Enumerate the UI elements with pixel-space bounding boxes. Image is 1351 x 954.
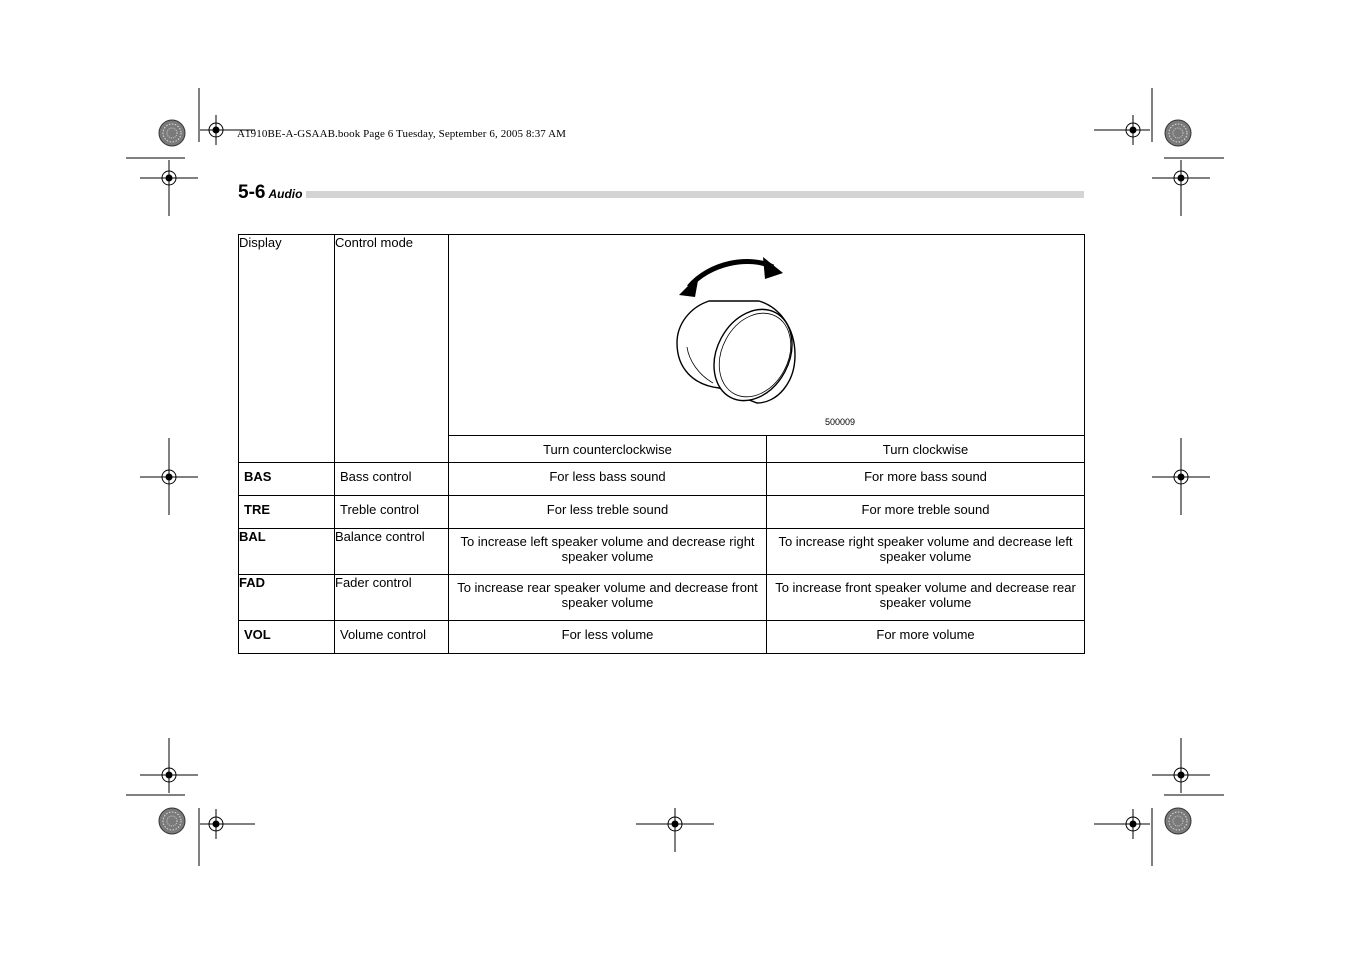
control-mode: Bass control [335, 463, 449, 496]
ccw-effect: For less treble sound [449, 496, 767, 529]
table-row [239, 575, 1085, 621]
table-row [239, 496, 1085, 529]
table-row [239, 463, 1085, 496]
control-mode: Balance control [335, 529, 449, 575]
registration-star-icon [159, 120, 185, 146]
header-counterclockwise: Turn counterclockwise [449, 436, 767, 463]
header-clockwise: Turn clockwise [767, 436, 1085, 463]
display-code: VOL [239, 621, 335, 654]
knob-figure-cell [449, 235, 1085, 436]
table-row [239, 529, 1085, 575]
knob-rotation-icon [669, 243, 809, 413]
print-header: A1910BE-A-GSAAB.book Page 6 Tuesday, September 6, 2005 8:37 AM [237, 128, 567, 140]
registration-star-icon [159, 808, 185, 834]
control-mode: Volume control [335, 621, 449, 654]
table-row [239, 621, 1085, 654]
registration-star-icon [1165, 120, 1191, 146]
ccw-effect: To increase rear speaker volume and decrease front speaker volume [449, 575, 767, 621]
display-code: TRE [239, 496, 335, 529]
cw-effect: For more volume [767, 621, 1085, 654]
display-code: BAL [239, 529, 335, 575]
cw-effect: For more treble sound [767, 496, 1085, 529]
control-mode: Treble control [335, 496, 449, 529]
display-code: BAS [239, 463, 335, 496]
figure-id: 500009 [825, 417, 856, 427]
cw-effect: To increase right speaker volume and decrease left speaker volume [767, 529, 1085, 575]
section-name: Audio [268, 187, 303, 201]
section-heading [238, 182, 306, 204]
header-display: Display [239, 235, 335, 463]
cw-effect: For more bass sound [767, 463, 1085, 496]
cw-effect: To increase front speaker volume and decrease rear speaker volume [767, 575, 1085, 621]
registration-star-icon [1165, 808, 1191, 834]
audio-control-table [238, 234, 1085, 654]
control-mode: Fader control [335, 575, 449, 621]
ccw-effect: To increase left speaker volume and decrease right speaker volume [449, 529, 767, 575]
header-rule [238, 191, 1084, 198]
ccw-effect: For less volume [449, 621, 767, 654]
header-control-mode: Control mode [335, 235, 449, 463]
display-code: FAD [239, 575, 335, 621]
section-number: 5-6 [238, 182, 266, 203]
ccw-effect: For less bass sound [449, 463, 767, 496]
